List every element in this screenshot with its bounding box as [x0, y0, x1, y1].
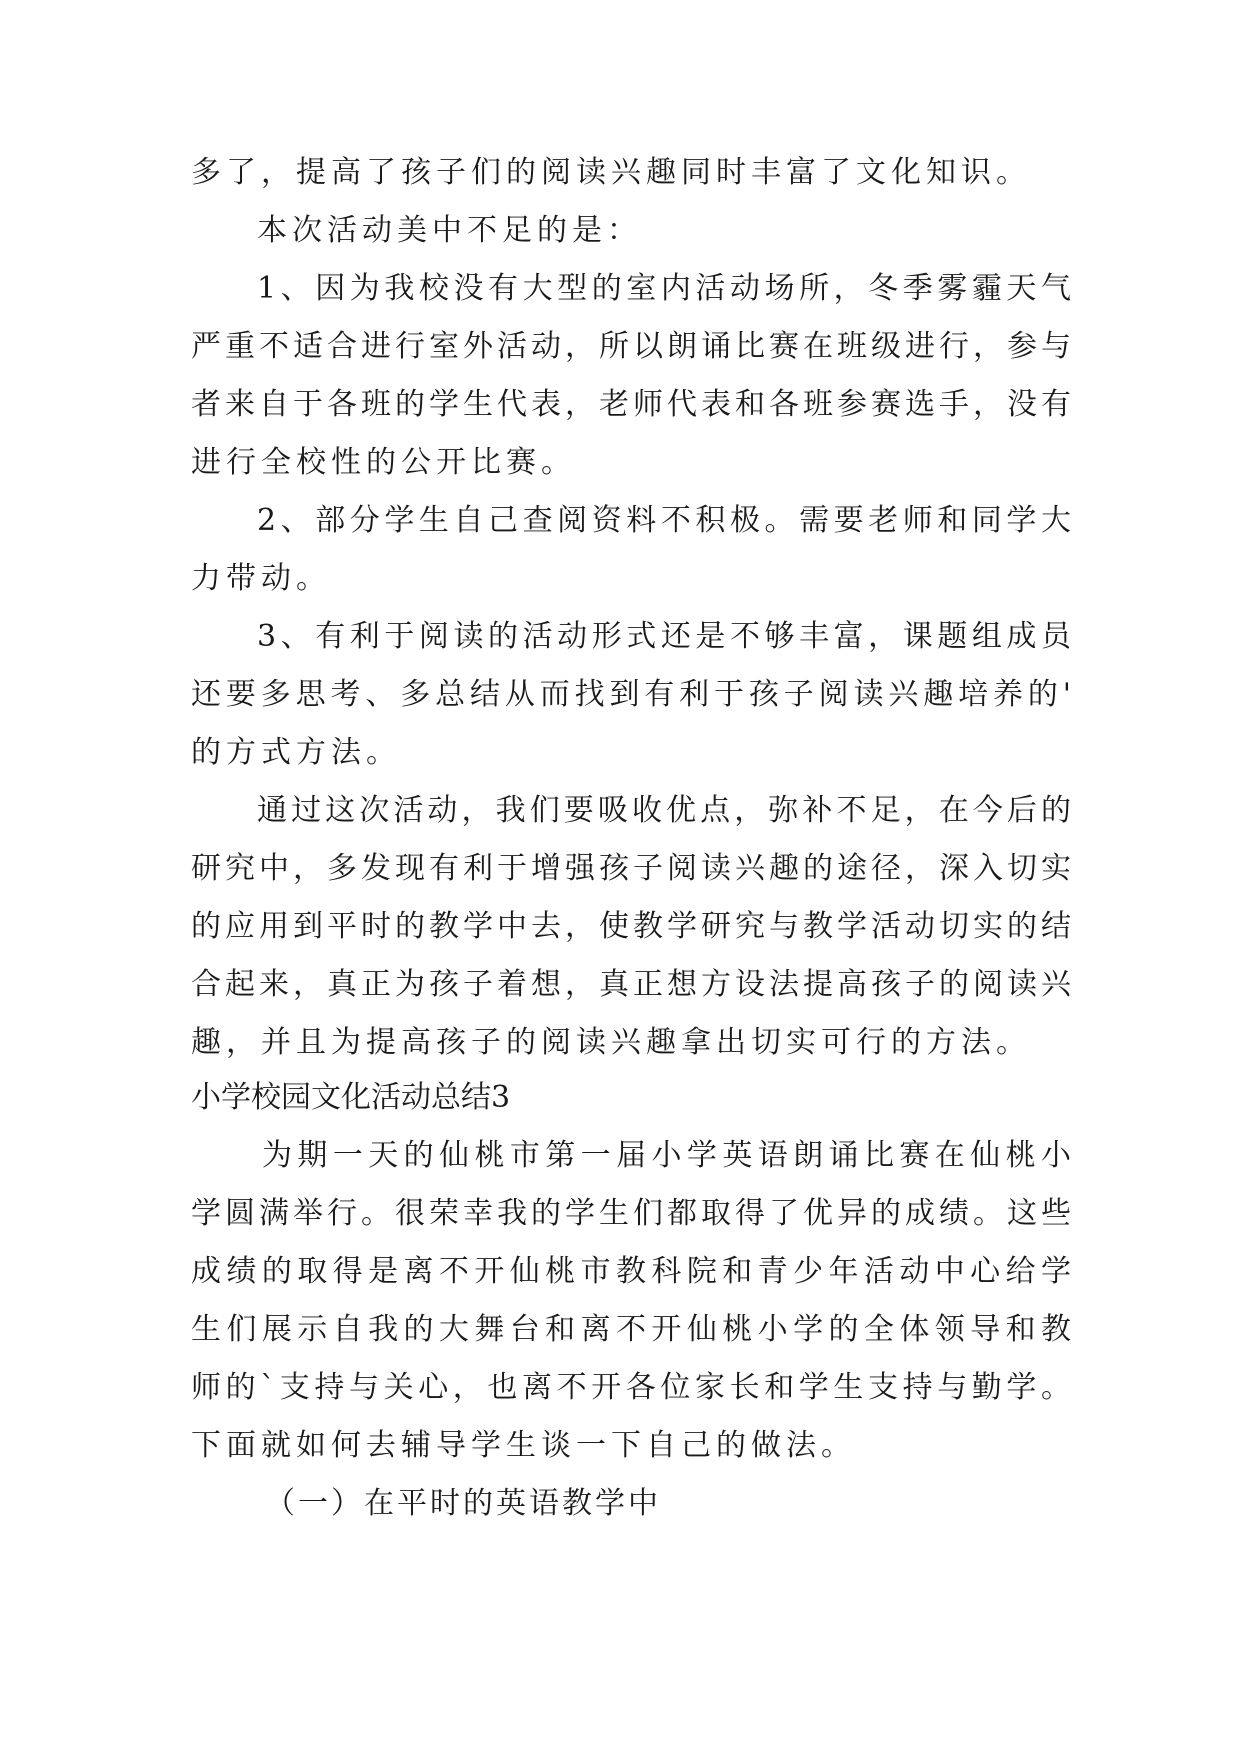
- text-line: 还要多思考、多总结从而找到有利于孩子阅读兴趣培养的': [191, 677, 1071, 712]
- section-heading: 小学校园文化活动总结3: [191, 1080, 511, 1115]
- text-line: 下面就如何去辅导学生谈一下自己的做法。: [191, 1428, 856, 1463]
- text-line: 为期一天的仙桃市第一届小学英语朗诵比赛在仙桃小: [262, 1138, 1071, 1173]
- text-line: 者来自于各班的学生代表，老师代表和各班参赛选手，没有: [191, 387, 1071, 422]
- text-line: 生们展示自我的大舞台和离不开仙桃小学的全体领导和教: [191, 1312, 1071, 1347]
- text-line: 的应用到平时的教学中去，使教学研究与教学活动切实的结: [191, 909, 1071, 944]
- subsection-heading: （一）在平时的英语教学中: [265, 1486, 661, 1521]
- text-line: 本次活动美中不足的是：: [257, 213, 642, 248]
- text-line: 3、有利于阅读的活动形式还是不够丰富，课题组成员: [257, 619, 1071, 654]
- text-line: 2、部分学生自己查阅资料不积极。需要老师和同学大: [257, 503, 1071, 538]
- text-line: 1、因为我校没有大型的室内活动场所，冬季雾霾天气: [257, 271, 1071, 306]
- text-line: 学圆满举行。很荣幸我的学生们都取得了优异的成绩。这些: [191, 1196, 1071, 1231]
- text-line: 师的`支持与关心，也离不开各位家长和学生支持与勤学。: [191, 1370, 1071, 1405]
- text-line: 研究中，多发现有利于增强孩子阅读兴趣的途径，深入切实: [191, 851, 1071, 886]
- text-line: 通过这次活动，我们要吸收优点，弥补不足，在今后的: [257, 793, 1071, 828]
- text-line: 的方式方法。: [191, 735, 401, 770]
- text-line: 严重不适合进行室外活动，所以朗诵比赛在班级进行，参与: [191, 329, 1071, 364]
- text-line: 成绩的取得是离不开仙桃市教科院和青少年活动中心给学: [191, 1254, 1071, 1289]
- text-line: 合起来，真正为孩子着想，真正想方设法提高孩子的阅读兴: [191, 967, 1071, 1002]
- text-line: 多了，提高了孩子们的阅读兴趣同时丰富了文化知识。: [191, 155, 1031, 190]
- text-line: 趣，并且为提高孩子的阅读兴趣拿出切实可行的方法。: [191, 1025, 1031, 1060]
- text-line: 力带动。: [191, 561, 331, 596]
- text-line: 进行全校性的公开比赛。: [191, 445, 576, 480]
